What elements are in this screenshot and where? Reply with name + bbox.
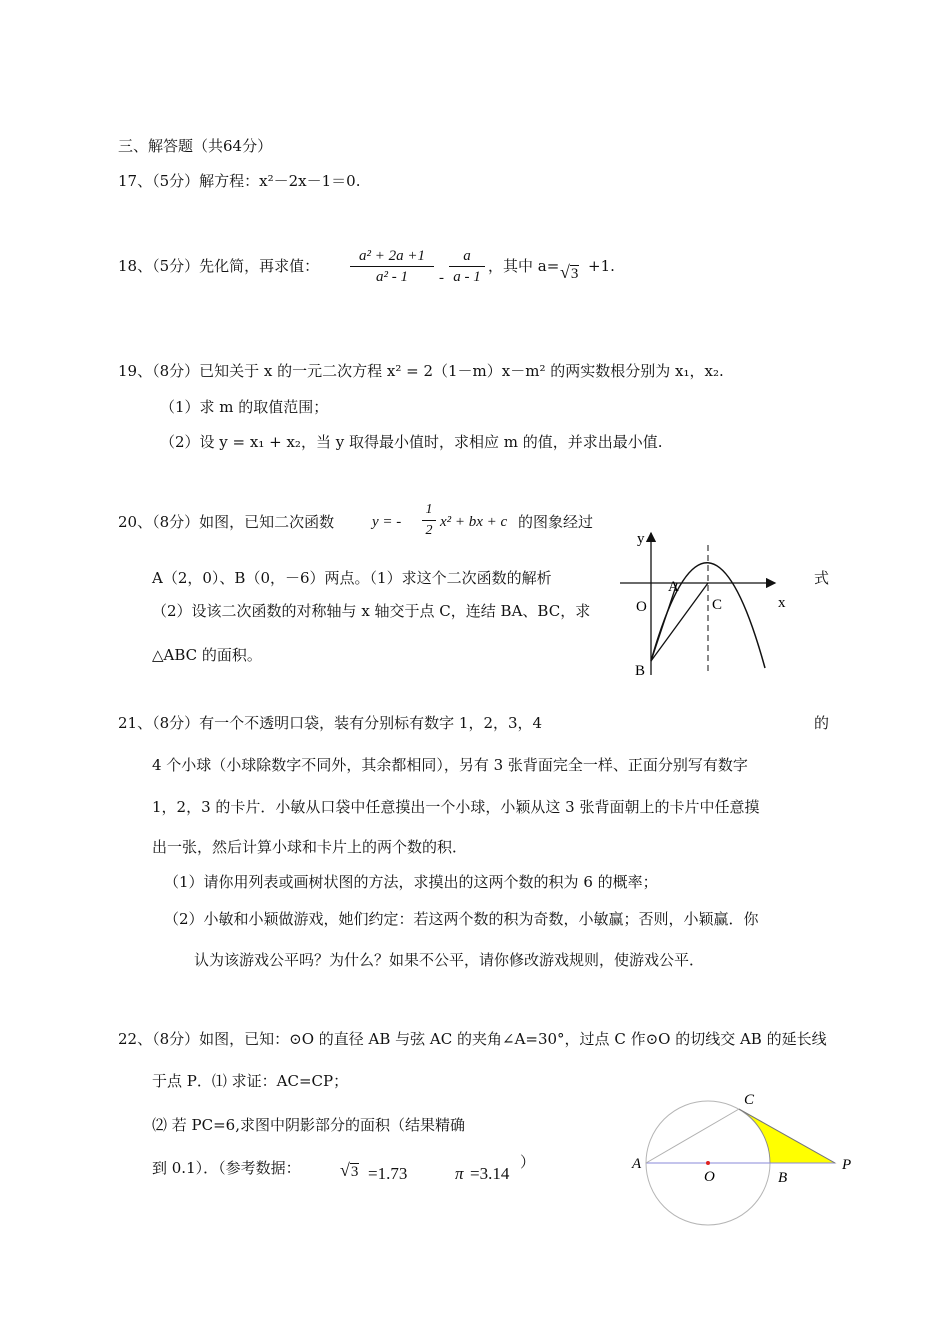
q20-function-denominator: 2 <box>425 523 433 538</box>
q22-ref-sqrt-value: =1.73 <box>368 1164 408 1183</box>
label-A: A <box>632 1156 642 1172</box>
q18-minus: - <box>439 270 444 286</box>
label-A: A <box>668 579 679 595</box>
sqrt-symbol-icon: √ <box>340 1160 350 1180</box>
question-21-line-4: 出一张，然后计算小球和卡片上的两个数的积． <box>152 838 468 856</box>
question-21-line-2: 4 个小球（小球除数字不同外，其余都相同），另有 3 张背面完全一样、正面分别写有数字 <box>152 756 748 774</box>
question-22-line-2: 于点 P．⑴ 求证：AC=CP； <box>152 1072 349 1090</box>
q18-fraction-2-denominator: a - 1 <box>453 269 481 285</box>
question-17: 17、（5分）解方程：x²－2x－1＝0. <box>118 172 361 190</box>
question-20-lead: 20、（8分）如图，已知二次函数 <box>118 513 335 531</box>
question-21-part-2: （2）小敏和小颖做游戏，她们约定：若这两个数的积为奇数，小敏赢；否则，小颖赢．你 <box>164 910 759 928</box>
question-20-line-2: A（2，0）、B（0，－6）两点。（1）求这个二次函数的解析 <box>152 569 552 587</box>
q20-function-numerator: 1 <box>425 502 433 517</box>
q22-ref-pi: π <box>455 1164 464 1183</box>
q20-function-tail: x² + bx + c <box>440 514 508 530</box>
q20-function-fraction <box>422 500 436 541</box>
question-20-line-2-end: 式 <box>814 569 830 587</box>
q18-fraction-2 <box>449 246 485 287</box>
q18-fraction-1 <box>350 246 434 287</box>
q20-function-y: y = - <box>372 514 402 530</box>
q20-after: 的图象经过 <box>518 513 594 531</box>
q18-sqrt <box>560 262 579 283</box>
question-21-line-1: 21、（8分）有一个不透明口袋，装有分别标有数字 1，2，3，4 <box>118 714 543 732</box>
q18-sqrt-radicand: 3 <box>570 266 579 282</box>
section-title: 三、解答题（共64分） <box>118 137 273 155</box>
question-21-part-2-cont: 认为该游戏公平吗？为什么？如果不公平，请你修改游戏规则，使游戏公平． <box>194 951 705 969</box>
sqrt-symbol-icon: √ <box>560 262 570 282</box>
segment-BC <box>651 583 708 661</box>
chord-AC <box>646 1109 739 1163</box>
label-O: O <box>636 599 647 615</box>
question-18-lead: 18、（5分）先化简，再求值： <box>118 257 320 275</box>
q18-fraction-1-numerator: a² + 2a +1 <box>359 248 425 264</box>
q18-tail: ，其中 a= <box>488 257 560 275</box>
question-22-line-3: ⑵ 若 PC=6,求图中阴影部分的面积（结果精确 <box>152 1116 465 1134</box>
question-21-part-1: （1）请你用列表或画树状图的方法，求摸出的这两个数的积为 6 的概率； <box>164 873 658 891</box>
q22-circle-figure <box>620 1080 880 1230</box>
q22-ref-pi-value: =3.14 <box>470 1164 510 1183</box>
question-22-line-4: 到 0.1）．（参考数据： <box>152 1159 301 1177</box>
q20-parabola-figure <box>600 525 800 685</box>
label-y: y <box>637 531 645 547</box>
q18-fraction-1-denominator: a² - 1 <box>376 269 408 285</box>
label-x: x <box>778 595 786 611</box>
label-P: P <box>842 1157 852 1173</box>
question-21-line-3: 1，2，3 的卡片．小敏从口袋中任意摸出一个小球，小颖从这 3 张背面朝上的卡片中任意摸 <box>152 798 760 816</box>
q22-ref-close: ） <box>520 1153 536 1171</box>
label-B: B <box>778 1170 788 1186</box>
question-19-part-1: （1）求 m 的取值范围； <box>160 398 329 416</box>
label-O: O <box>704 1169 715 1185</box>
q18-fraction-2-numerator: a <box>463 248 471 264</box>
question-19-part-2: （2）设 y = x₁ + x₂，当 y 取得最小值时，求相应 m 的值，并求出最小值. <box>160 433 663 451</box>
question-22-line-1: 22、（8分）如图，已知：⊙O 的直径 AB 与弦 AC 的夹角∠A=30°，过点 C 作⊙O 的切线交 AB 的延长线 <box>118 1030 827 1048</box>
q22-ref-sqrt <box>340 1160 359 1181</box>
question-19-stem: 19、（8分）已知关于 x 的一元二次方程 x² = 2（1－m）x－m² 的两实数根分别为 x₁，x₂. <box>118 362 724 380</box>
label-B: B <box>635 663 646 679</box>
question-20-line-3: （2）设该二次函数的对称轴与 x 轴交于点 C，连结 BA、BC，求 <box>152 602 591 620</box>
question-21-line-1-end: 的 <box>814 714 830 732</box>
question-20-line-4: △ABC 的面积。 <box>152 646 262 664</box>
q22-ref-sqrt-radicand: 3 <box>350 1164 359 1180</box>
q18-plus-one: +1. <box>588 257 615 275</box>
label-C: C <box>744 1092 755 1108</box>
center-point-O <box>706 1161 710 1165</box>
label-C: C <box>712 597 723 613</box>
